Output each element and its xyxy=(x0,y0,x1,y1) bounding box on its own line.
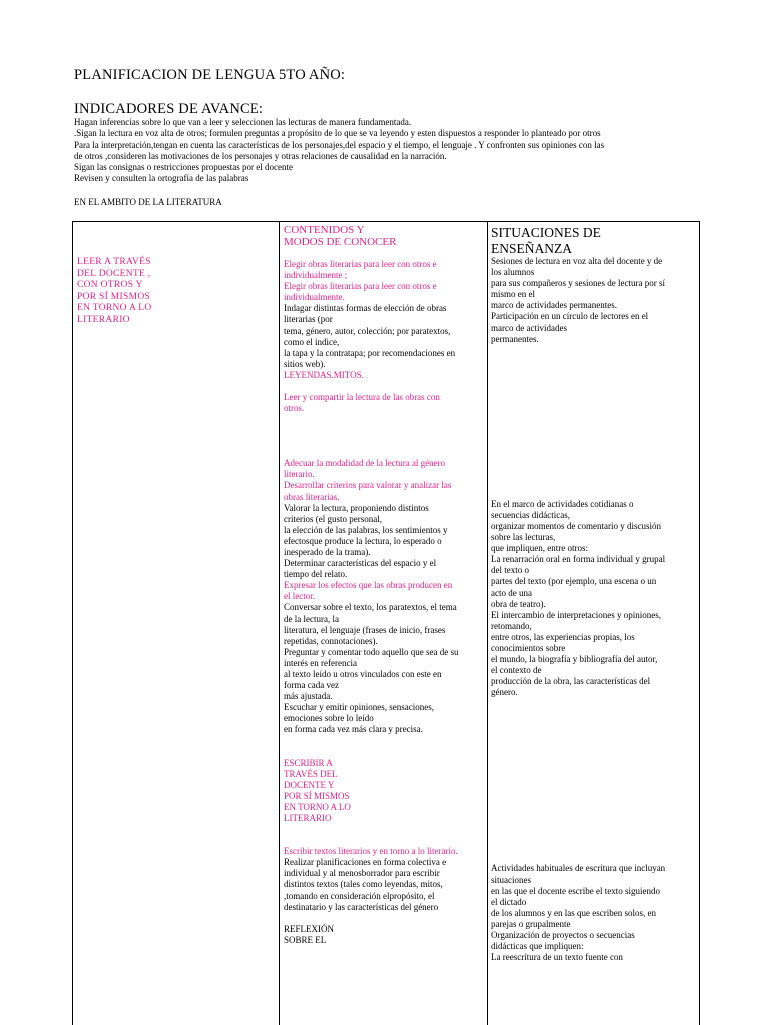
blank-line xyxy=(491,742,695,753)
axis-label-line: POR SÍ MISMOS xyxy=(77,291,151,302)
content-line: Desarrollar criterios para valorar y analizar las xyxy=(284,480,452,491)
blank-line xyxy=(491,411,695,422)
content-line: TRAVÉS DEL xyxy=(284,768,338,779)
column-header-line: MODOS DE CONOCER xyxy=(284,236,397,248)
blank-line xyxy=(284,747,482,758)
content-line: interés en referencia xyxy=(284,657,357,668)
situation-line: conocimientos sobre xyxy=(491,642,566,653)
axis-label-line: DEL DOCENTE , xyxy=(77,268,151,279)
content-line: individualmente ; xyxy=(284,270,348,281)
blank-line xyxy=(284,248,482,259)
content-line: destinatario y las características del género xyxy=(284,901,439,912)
situation-line: didácticas que impliquen: xyxy=(491,941,584,952)
content-line: Leer y compartir la lectura de las obras con xyxy=(284,392,440,403)
situation-line: producción de la obra, las características del xyxy=(491,676,651,687)
content-line: SOBRE EL xyxy=(284,934,327,945)
content-line: Elegir obras literarias para leer con otros e xyxy=(284,281,437,292)
content-line: individualmente. xyxy=(284,292,345,303)
column-divider xyxy=(279,222,280,1025)
content-line: Expresar los efectos que las obras producen en xyxy=(284,580,453,591)
situation-line: La reescritura de un texto fuente con xyxy=(491,952,623,963)
blank-line xyxy=(491,433,695,444)
situation-line: el contexto de xyxy=(491,665,542,676)
blank-line xyxy=(491,422,695,433)
situation-line: para sus compañeros y sesiones de lectura por sí xyxy=(491,278,665,289)
blank-line xyxy=(491,764,695,775)
situation-line: parejas o grupalmente xyxy=(491,918,571,929)
indicators-heading: INDICADORES DE AVANCE: xyxy=(74,101,264,117)
blank-line xyxy=(491,345,695,356)
content-line: Elegir obras literarias para leer con otros e xyxy=(284,259,437,269)
axis-label-line: EN TORNO A LO xyxy=(77,303,152,313)
blank-line xyxy=(491,356,695,367)
content-line: como el índice, xyxy=(284,336,340,347)
blank-line xyxy=(491,367,695,378)
content-line: Determinar características del espacio y el xyxy=(284,558,437,569)
indicator-line: Revisen y consulten la ortografía de las palabras xyxy=(74,173,249,184)
blank-line xyxy=(491,477,695,488)
blank-line xyxy=(284,824,482,835)
blank-line xyxy=(491,819,695,830)
column-header-line: SITUACIONES DE xyxy=(491,225,601,240)
content-line: tema, género, autor, colección; por paratextos, xyxy=(284,325,451,336)
indicator-line: .Sigan la lectura en voz alta de otros; formulen preguntas a propósito de lo que se va leyendo y esten dispuestos a responder lo planteado por otros xyxy=(74,128,601,139)
column-header-line: CONTENIDOS Y xyxy=(284,224,365,236)
content-line: emociones sobre lo leído xyxy=(284,713,374,724)
content-line: otros. xyxy=(284,403,305,414)
blank-line xyxy=(491,852,695,863)
situation-line: Actividades habituales de escritura que incluyan xyxy=(491,863,666,874)
situation-line: marco de actividades xyxy=(491,322,567,333)
indicator-line: Sigan las consignas o restricciones propuestas por el docente xyxy=(74,162,293,173)
content-line: Escribir textos literarios y en torno a lo literario. xyxy=(284,846,458,857)
situation-line: obra de teatro). xyxy=(491,598,546,609)
content-line: el lector. xyxy=(284,591,315,602)
contents-column xyxy=(284,224,482,946)
blank-line xyxy=(284,381,482,392)
blank-line xyxy=(284,425,482,436)
situation-line: el mundo, la biografía y bibliografía del autor, xyxy=(491,654,658,665)
document-title: PLANIFICACION DE LENGUA 5TO AÑO: xyxy=(74,67,346,83)
content-line: Indagar distintas formas de elección de obras xyxy=(284,303,447,314)
blank-line xyxy=(284,835,482,846)
situation-line: que impliquen, entre otros: xyxy=(491,543,588,554)
blank-line xyxy=(491,378,695,389)
blank-line xyxy=(284,736,482,747)
blank-line xyxy=(491,797,695,808)
axis-label-line: CON OTROS Y xyxy=(77,280,143,290)
content-line: de la lectura, la xyxy=(284,613,339,624)
content-line: individual y al menosborrador para escribir xyxy=(284,868,440,879)
content-line: Valorar la lectura, proponiendo distintos xyxy=(284,502,429,513)
situation-line: Sesiones de lectura en voz alta del docente y de xyxy=(491,256,663,266)
content-line: LEYENDAS.MITOS. xyxy=(284,369,364,380)
content-line: repetidas, connotaciones). xyxy=(284,635,378,646)
indicator-line: Para la interpretación,tengan en cuenta las características de los personajes,del espacio y el tiempo, el lenguaje . Y confronten sus opiniones con las xyxy=(74,139,605,150)
content-line: sitios web). xyxy=(284,358,326,369)
content-line: en forma cada vez más clara y precisa. xyxy=(284,724,423,735)
blank-line xyxy=(491,775,695,786)
blank-line xyxy=(284,436,482,447)
content-line: efectosque produce la lectura, lo esperado o xyxy=(284,535,442,546)
blank-line xyxy=(284,913,482,924)
axis-label-line: LITERARIO xyxy=(77,314,130,325)
content-line: Escuchar y emitir opiniones, sensaciones, xyxy=(284,702,434,713)
content-line: ,tomando en consideración elpropósito, el xyxy=(284,890,435,901)
situation-line: acto de una xyxy=(491,587,532,598)
situation-line: partes del texto (por ejemplo, una escena o un xyxy=(491,576,657,587)
situation-line: situaciones xyxy=(491,874,531,885)
situation-line: mismo en el xyxy=(491,289,535,300)
section-heading: EN EL AMBITO DE LA LITERATURA xyxy=(74,197,222,207)
content-line: Realizar planificaciones en forma colectiva e xyxy=(284,857,447,868)
content-line: Preguntar y comentar todo aquello que sea de su xyxy=(284,646,459,657)
axis-column xyxy=(77,257,197,326)
blank-line xyxy=(284,414,482,425)
situation-line: género. xyxy=(491,687,518,698)
blank-line xyxy=(491,400,695,411)
content-line: al texto leído u otros vinculados con este en xyxy=(284,669,442,679)
blank-line xyxy=(491,808,695,819)
blank-line xyxy=(284,447,482,458)
indicator-line: de otros ,consideren las motivaciones de los personajes y otras relaciones de causalidad en la narración. xyxy=(74,150,447,161)
content-line: POR SÍ MISMOS xyxy=(284,790,350,801)
blank-line xyxy=(491,753,695,764)
content-line: Adecuar la modalidad de la lectura al género xyxy=(284,458,446,469)
column-divider xyxy=(487,222,488,1025)
situation-line: los alumnos xyxy=(491,267,535,278)
content-line: EN TORNO A LO xyxy=(284,801,351,812)
blank-line xyxy=(491,389,695,400)
situation-line: en las que el docente escribe el texto siguiendo xyxy=(491,885,660,896)
blank-line xyxy=(491,444,695,455)
situation-line: En el marco de actividades cotidianas o xyxy=(491,498,634,509)
blank-line xyxy=(491,698,695,709)
content-line: literario. xyxy=(284,469,315,480)
situation-line: Participación en un círculo de lectores en el xyxy=(491,311,649,322)
content-line: literarias (por xyxy=(284,314,333,325)
indicator-line: Hagan inferencias sobre lo que van a leer y seleccionen las lecturas de manera fundamentada. xyxy=(74,117,412,127)
content-line: Conversar sobre el texto, los paratextos, el tema xyxy=(284,602,457,613)
indicators-list xyxy=(74,117,694,185)
planning-table xyxy=(72,221,700,1025)
situation-line: entre otros, las experiencias propias, los xyxy=(491,631,635,642)
content-line: más ajustada. xyxy=(284,691,333,702)
content-line: DOCENTE Y xyxy=(284,779,335,790)
blank-line xyxy=(491,720,695,731)
situation-line: secuencias didácticas, xyxy=(491,509,570,520)
situation-line: El intercambio de interpretaciones y opiniones, xyxy=(491,609,661,620)
situation-line: el dictado xyxy=(491,896,527,907)
content-line: la elección de las palabras, los sentimientos y xyxy=(284,524,448,535)
blank-line xyxy=(491,841,695,852)
blank-line xyxy=(491,830,695,841)
blank-line xyxy=(491,709,695,720)
content-line: LITERARIO xyxy=(284,813,332,824)
blank-line xyxy=(491,488,695,499)
situation-line: de los alumnos y en las que escriben solos, en xyxy=(491,907,656,918)
content-line: inesperado de la trama). xyxy=(284,546,371,557)
situation-line: La renarración oral en forma individual y grupal xyxy=(491,554,666,565)
column-header-line: ENSEÑANZA xyxy=(491,240,572,256)
situation-line: retomando, xyxy=(491,620,532,631)
situations-column xyxy=(491,225,695,963)
blank-line xyxy=(491,731,695,742)
axis-label-line: LEER A TRAVÉS xyxy=(77,257,151,267)
content-line: la tapa y la contratapa; por recomendaciones en xyxy=(284,347,456,358)
content-line: REFLEXIÓN xyxy=(284,923,334,934)
content-line: ESCRIBIR A xyxy=(284,757,333,768)
blank-line xyxy=(491,466,695,477)
situation-line: marco de actividades permanentes. xyxy=(491,300,617,311)
content-line: criterios (el gusto personal, xyxy=(284,513,382,524)
situation-line: Organización de proyectos o secuencias xyxy=(491,930,635,940)
blank-line xyxy=(491,786,695,797)
content-line: obras literarias. xyxy=(284,491,340,502)
content-line: tiempo del relato. xyxy=(284,569,348,580)
content-line: distintos textos (tales como leyendas, mitos, xyxy=(284,879,443,890)
situation-line: del texto o xyxy=(491,565,529,576)
content-line: literatura, el lenguaje (frases de inicio, frases xyxy=(284,624,446,635)
situation-line: permanentes. xyxy=(491,333,539,344)
situation-line: organizar momentos de comentario y discusión xyxy=(491,520,662,531)
content-line: forma cada vez xyxy=(284,680,339,691)
situation-line: sobre las lecturas, xyxy=(491,532,556,543)
blank-line xyxy=(491,455,695,466)
